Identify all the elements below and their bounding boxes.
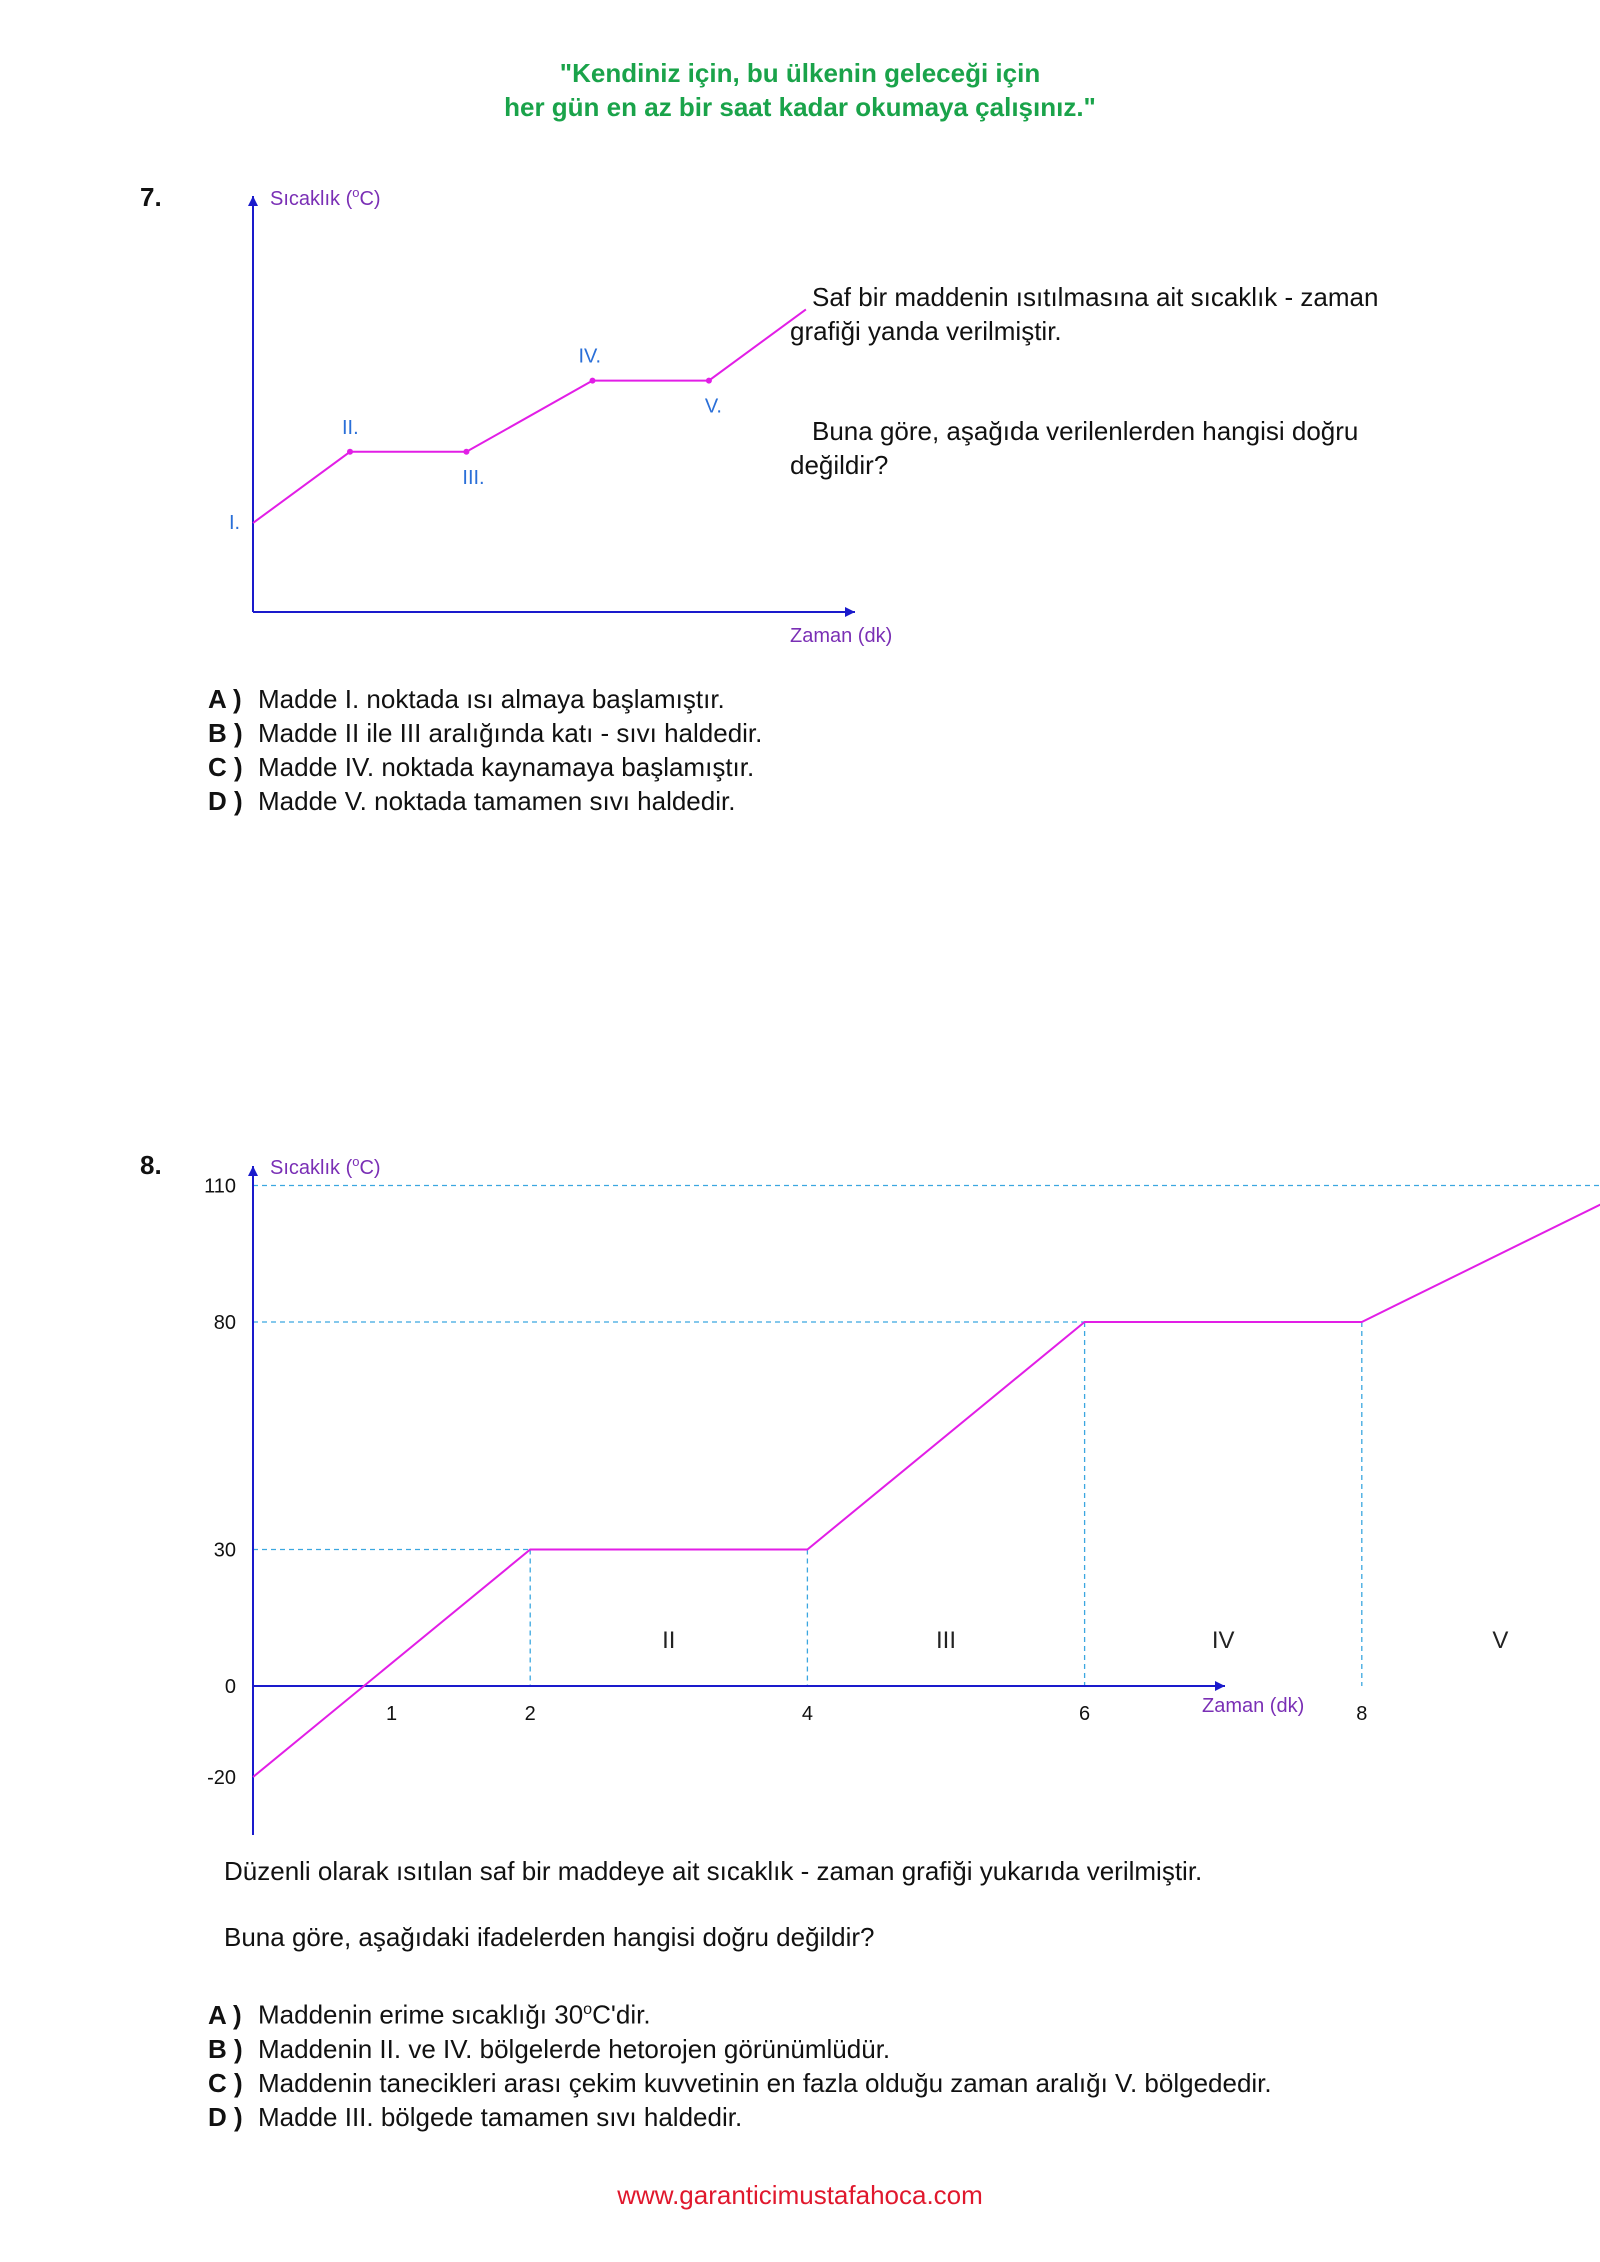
option-a[interactable]: A ) Madde I. noktada ısı almaya başlamıştır. — [208, 684, 725, 714]
option-b[interactable]: B ) Madde II ile III aralığında katı - sıvı haldedir. — [208, 718, 763, 748]
question-7-stem-p1: Saf bir maddenin ısıtılmasına ait sıcaklık - zaman grafiği yanda verilmiştir. — [790, 282, 1379, 346]
footer-website-link[interactable]: www.garanticimustafahoca.com — [617, 2180, 983, 2210]
point-label-4: IV. — [578, 345, 602, 368]
question-7-number: 7. — [140, 182, 162, 212]
option-a[interactable]: A ) Maddenin erime sıcaklığı 30$^o$C'dir. — [208, 1999, 651, 2030]
x-tick-label-6: 6 — [1079, 1703, 1091, 1725]
x-tick-label-8: 8 — [1356, 1703, 1368, 1725]
point-label-2: II. — [342, 416, 359, 439]
region-label-iii: III — [935, 1627, 957, 1654]
question-7-stem-p2: Buna göre, aşağıda verilenlerden hangisi doğru değildir? — [790, 416, 1359, 480]
point-label-3: III. — [462, 466, 485, 489]
axes — [253, 1166, 1225, 1835]
question-7-options — [208, 682, 762, 818]
option-c[interactable]: C ) Maddenin tanecikleri arası çekim kuvvetinin en fazla olduğu zaman aralığı V. bölgededir. — [208, 2067, 1272, 2098]
axes — [253, 196, 855, 612]
point-labels — [229, 346, 722, 534]
point-label-1: I. — [229, 512, 241, 534]
question-8-stem-p1: Düzenli olarak ısıtılan saf bir maddeye ait sıcaklık - zaman grafiği yukarıda verilmiştir. — [224, 1856, 1203, 1886]
y-axis-label: Sıcaklık ($^o$C) — [270, 185, 381, 210]
y-tick-label-0: 0 — [224, 1676, 236, 1698]
region-label-iv: IV — [1211, 1627, 1235, 1654]
y-tick-label-80: 80 — [213, 1312, 236, 1334]
x-axis-label: Zaman (dk) — [790, 625, 893, 647]
series-line — [253, 1186, 1600, 1778]
curve — [253, 309, 806, 523]
region-label-v: V — [1492, 1627, 1509, 1654]
x-tick-label-1: 1 — [386, 1703, 398, 1725]
quote-line-2: her gün en az bir saat kadar okumaya çalışınız." — [504, 92, 1096, 122]
x-tick-label-2: 2 — [524, 1703, 536, 1725]
y-tick-label-110: 110 — [204, 1175, 236, 1198]
question-8-chart — [0, 1100, 1600, 1860]
question-7-stem — [790, 280, 1430, 482]
question-8-options — [208, 1992, 1272, 2134]
data-point-3 — [463, 449, 469, 455]
option-d[interactable]: D ) Madde III. bölgede tamamen sıvı haldedir. — [208, 2101, 743, 2132]
option-c[interactable]: C ) Madde IV. noktada kaynamaya başlamıştır. — [208, 752, 755, 782]
data-point-4 — [590, 378, 596, 384]
y-tick-label--20: -20 — [207, 1767, 236, 1789]
y-axis-label: Sıcaklık ($^o$C) — [270, 1154, 381, 1179]
question-8-stem — [224, 1854, 1524, 1954]
data-point-2 — [347, 449, 353, 455]
x-axis-label: Zaman (dk) — [1202, 1695, 1305, 1717]
region-label-ii: II — [662, 1627, 676, 1654]
question-8-number: 8. — [140, 1150, 162, 1180]
region-labels — [662, 1627, 1508, 1654]
question-8-stem-p2: Buna göre, aşağıdaki ifadelerden hangisi doğru değildir? — [224, 1922, 875, 1952]
x-tick-label-4: 4 — [801, 1703, 813, 1725]
point-label-5: V. — [704, 395, 722, 418]
quote-line-1: "Kendiniz için, bu ülkenin geleceği için — [559, 58, 1041, 88]
data-point-5 — [706, 378, 712, 384]
curve — [253, 1186, 1600, 1778]
tick-labels — [204, 1176, 1600, 1790]
option-d[interactable]: D ) Madde V. noktada tamamen sıvı haldedir. — [208, 786, 736, 816]
y-tick-label-30: 30 — [213, 1539, 236, 1562]
series-line — [253, 309, 806, 523]
option-b[interactable]: B ) Maddenin II. ve IV. bölgelerde hetorojen görünümlüdür. — [208, 2033, 891, 2064]
